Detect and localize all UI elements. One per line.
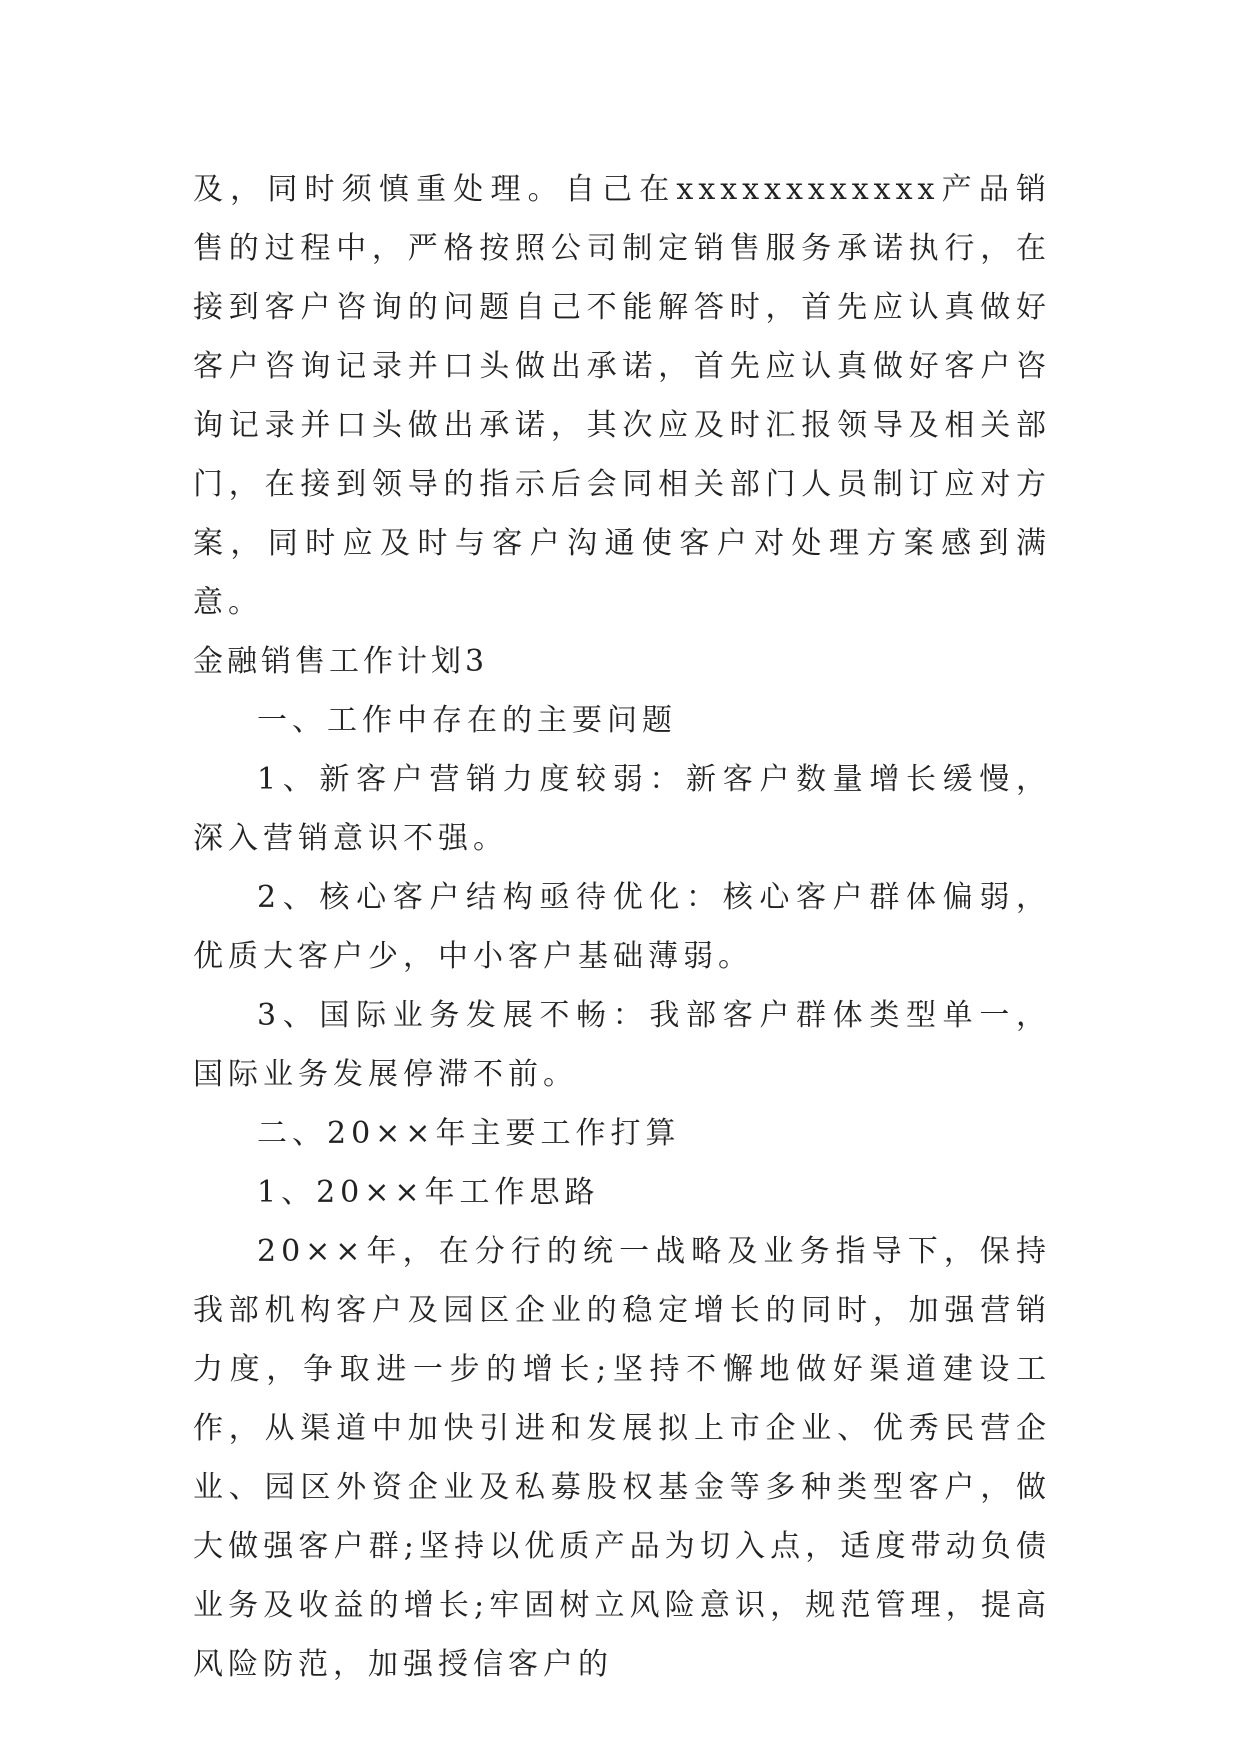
subheading-work-ideas: 1、20××年工作思路 <box>257 1175 600 1210</box>
paragraph-intro-continuation: 及，同时须慎重处理。自己在xxxxxxxxxxxx产品销售的过程中，严格按照公司制定销售服务承诺执行，在接到客户咨询的问题自己不能解答时，首先应认真做好客户咨询记录并口头做出承诺，首先应认真做好客户咨询记录并口头做出承诺，其次应及时汇报领导及相关部门，在接到领导的指示后会同相关部门人员制订应对方案，同时应及时与客户沟通使客户对处理方案感到满意。 <box>193 172 1051 620</box>
heading-problems: 一、工作中存在的主要问题 <box>257 703 677 738</box>
section-title: 金融销售工作计划3 <box>193 644 489 679</box>
document-body <box>193 160 1051 1694</box>
problem-item-1: 1、新客户营销力度较弱：新客户数量增长缓慢，深入营销意识不强。 <box>193 762 1051 856</box>
heading-work-plan: 二、20××年主要工作打算 <box>257 1116 681 1151</box>
paragraph-work-ideas: 20××年，在分行的统一战略及业务指导下，保持我部机构客户及园区企业的稳定增长的同时，加强营销力度，争取进一步的增长;坚持不懈地做好渠道建设工作，从渠道中加快引进和发展拟上市企业、优秀民营企业、园区外资企业及私募股权基金等多种类型客户，做大做强客户群;坚持以优质产品为切入点，适度带动负债业务及收益的增长;牢固树立风险意识，规范管理，提高风险防范，加强授信客户的 <box>193 1234 1051 1682</box>
problem-item-2: 2、核心客户结构亟待优化：核心客户群体偏弱，优质大客户少，中小客户基础薄弱。 <box>193 880 1051 974</box>
problem-item-3: 3、国际业务发展不畅：我部客户群体类型单一，国际业务发展停滞不前。 <box>193 998 1051 1092</box>
